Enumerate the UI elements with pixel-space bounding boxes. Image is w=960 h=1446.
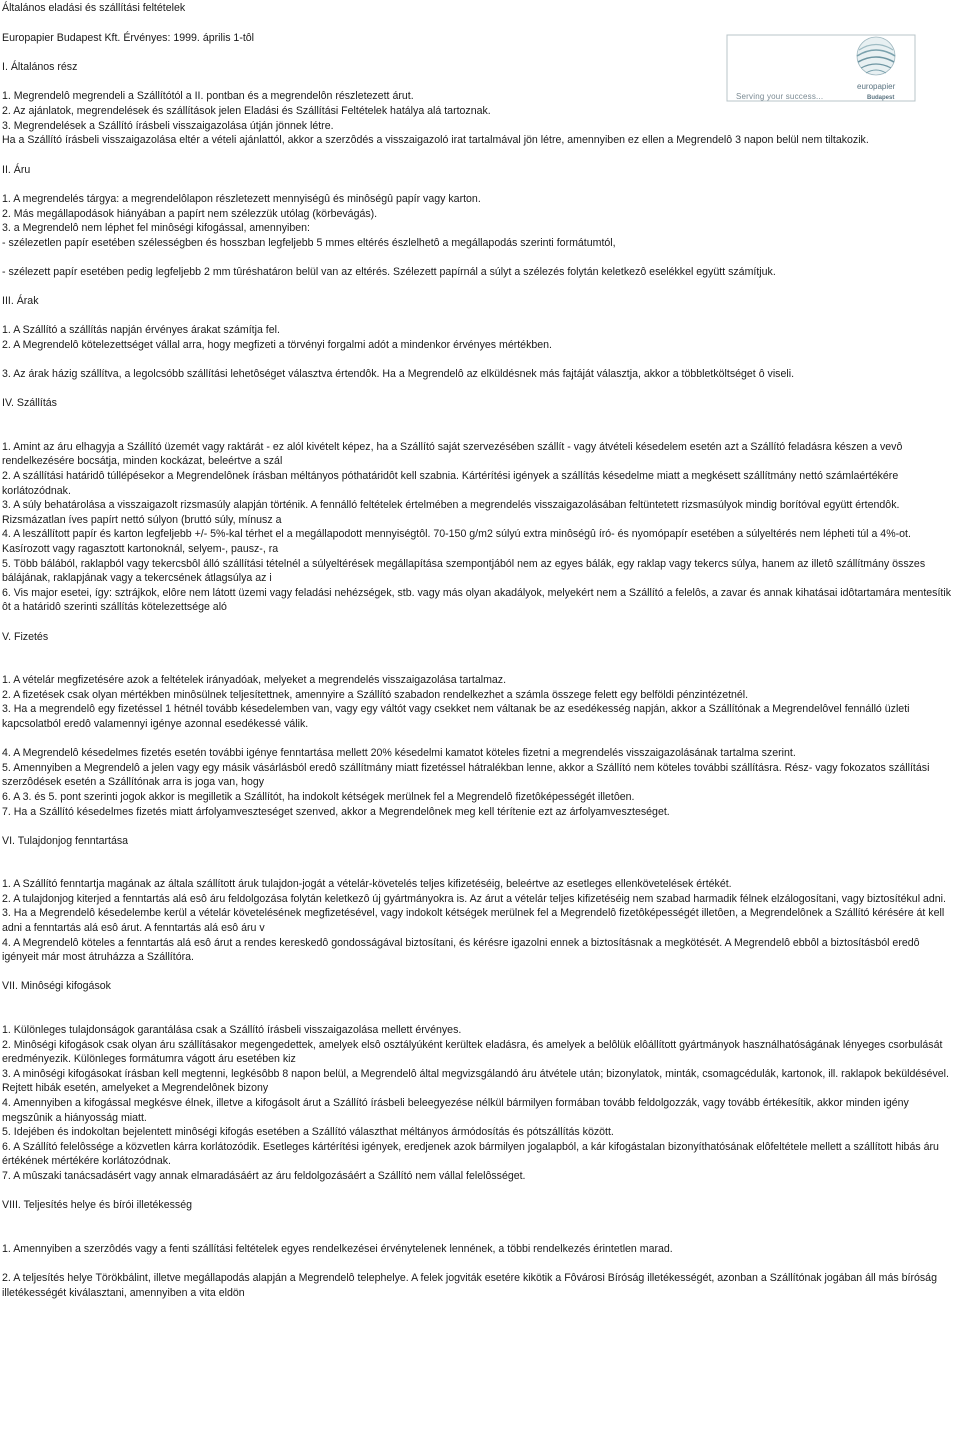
section-general-para: Ha a Szállító írásbeli visszaigazolása eltér a vételi ajánlattól, akkor a szerzôdés a visszaigazoló irat tartalmával jön létre, amennyiben ez ellen a Megrendelô 3 napon belül nem tiltakozik. xyxy=(2,134,869,147)
section-heading-goods: II. Áru xyxy=(2,163,31,176)
europapier-logo xyxy=(726,34,916,102)
section-prices-para: 2. A Megrendelô kötelezettséget vállal arra, hogy megfizeti a törvényi forgalmi adót a mindenkor érvényes mértékben. xyxy=(2,338,552,351)
section-heading-payment: V. Fizetés xyxy=(2,630,49,643)
section-delivery-para: 2. A szállítási határidô túllépésekor a Megrendelônek írásban méltányos póthatáridôt kell szabnia. Kártérítési igények a szállítás késedelme miatt a megkésett szállítmány nettó számlaértékére korlátozódnak. xyxy=(2,470,899,497)
section-delivery-para: 3. A súly behatárolása a visszaigazolt rizsmasúly alapján történik. A fennálló feltételek értelmében a megrendelés visszaigazolásában feltüntetett rizsmasúlyok mindig borítóval együtt értendôk. Rizsmázatlan íves papírt nettó súlyon (bruttó súly, mínusz a xyxy=(2,499,900,526)
section-retention-para: 3. Ha a Megrendelô késedelembe kerül a vételár követelésének megfizetésével, vagy indokolt kétségek merülnek fel a Megrendelô fizetôképességét illetôen, a Megrendelônek a Szállító kérésére át kell adni a fenntartás alá esô árut. A fenntartás alá esô áru v xyxy=(2,907,945,935)
section-general-para: 1. Megrendelô megrendeli a Szállítótól a II. pontban és a megrendelôn részletezett árut. xyxy=(2,90,414,103)
section-heading-delivery: IV. Szállítás xyxy=(2,397,57,410)
logo-brand-name: europapier xyxy=(857,82,896,91)
section-quality-para: 6. A Szállító felelôssége a közvetlen kárra korlátozódik. Esetleges kártérítési igények, eredjenek azok bármilyen jogalapból, a kár kifogástalan bizonyíthatósának elôfeltétele mellett a szállított hibás áru értékének mértékére korlátozódnak. xyxy=(2,1140,939,1168)
section-delivery-para: 5. Több bálából, raklapból vagy tekercsbôl álló szállítási tételnél a súlyeltérések megállapítása szempontjából nem az egyes bálák, egy raklap vagy tekercs súlya, hanem az illetô szállítmány összes bálájának, raklapjának vagy a tekercsének átlagsúlya az i xyxy=(2,557,926,585)
section-retention-para: 2. A tulajdonjog kiterjed a fenntartás alá esô áru feldolgozása folytán keletkezô új gyártmányokra is. Az árut a vételár teljes kifizetéséig nem szabad harmadik félnek elzálogosítani, vagy biztosítékul adni. xyxy=(2,892,946,905)
section-general-para: 3. Megrendelések a Szállító írásbeli visszaigazolása útján jönnek létre. xyxy=(2,119,334,132)
section-heading-jurisdiction: VIII. Teljesítés helye és bírói illetékesség xyxy=(2,1199,192,1212)
section-goods-para: 1. A megrendelés tárgya: a megrendelôlapon részletezett mennyiségû és minôségû papír vagy karton. xyxy=(2,192,481,205)
logo-tagline: Serving your success... xyxy=(736,92,824,101)
section-quality-para: 7. A mûszaki tanácsadásért vagy annak elmaradásáért az áru feldolgozásáért a Szállító nem vállal felelôsséget. xyxy=(2,1169,526,1182)
document xyxy=(2,0,957,1300)
company-validity-line: Europapier Budapest Kft. Érvényes: 1999. április 1-tôl xyxy=(2,31,255,44)
section-payment-para: 2. A fizetések csak olyan mértékben minôsülnek teljesítettnek, amennyire a Szállító szabadon rendelkezhet a számla összege felett egy belföldi pénzintézetnél. xyxy=(2,688,749,701)
section-quality-para: 5. Idejében és indokoltan bejelentett minôségi kifogás esetében a Szállító választhat méltányos ármódosítás és pótszállítás között. xyxy=(2,1126,614,1139)
section-delivery-para: 6. Vis major esetei, így: sztrájkok, elôre nem látott üzemi vagy feladási nehézségek, stb. vagy más olyan akadályok, melyekért nem a Szállító a felelôs, a zavar és annak kihatásai idôtartamára mentesítik ôt a határidô szerinti szállítás kötelezettsége aló xyxy=(2,586,951,614)
section-goods-para: 2. Más megállapodások hiányában a papírt nem szélezzük utólag (körbevágás). xyxy=(2,207,378,220)
section-payment-para: 6. A 3. és 5. pont szerinti jogok akkor is megilletik a Szállítót, ha indokolt kétségek merülnek fel a Megrendelô fizetôképességét illetôen. xyxy=(2,790,635,803)
section-goods-para: - szélezetlen papír esetében szélességben és hosszban legfeljebb 5 mmes eltérés észlelhetô a megállapodás szerinti formátumtól, xyxy=(2,236,616,249)
section-goods-para: - szélezett papír esetében pedig legfeljebb 2 mm tûréshatáron belül van az eltérés. Szélezett papírnál a súlyt a szélezés folytán keletkezô eselékkel együtt számítjuk. xyxy=(2,265,776,278)
section-heading-prices: III. Árak xyxy=(2,295,39,308)
section-payment-para: 5. Amennyiben a Megrendelô a jelen vagy egy másik vásárlásból eredô szállítmány miatt fizetéssel hátralékban lenne, akkor a Szállító nem köteles további szállításra. Rész- vagy fokozatos szállítási szerzôdések esetén a Szállítónak arra is joga van, hogy xyxy=(2,761,930,789)
section-retention-para: 4. A Megrendelô köteles a fenntartás alá esô árut a rendes kereskedô gondosságával biztosítani, és kérésre igazolni ennek a biztosításnak a megkötését. A Megrendelô ebbôl a biztosításból eredô igényeit már most átruházza a Szállítóra. xyxy=(2,936,920,964)
section-general-para: 2. Az ajánlatok, megrendelések és szállítások jelen Eladási és Szállítási Feltételek hatálya alá tartoznak. xyxy=(2,104,491,117)
section-payment-para: 1. A vételár megfizetésére azok a feltételek irányadóak, melyeket a megrendelés visszaigazolása tartalmaz. xyxy=(2,674,507,687)
section-quality-para: 3. A minôségi kifogásokat írásban kell megtenni, legkésôbb 8 napon belül, a Megrendelô által megvizsgálandó áru átvétele után; bizonylatok, minták, csomagcédulák, kartonok, ill. raklapok beküldésével. Rejtett hibák esetén, amelyeket a Megrendelônek bizony xyxy=(2,1067,949,1095)
logo-city: Budapest xyxy=(867,95,895,101)
section-heading-retention-of-title: VI. Tulajdonjog fenntartása xyxy=(2,834,129,847)
section-delivery-para: 4. A leszállított papír és karton legfeljebb +/- 5%-kal térhet el a megállapodott mennyiségtôl. 70-150 g/m2 súlyú extra minôségû író- és nyomópapír esetében a súlyeltérés nem lépheti túl a 4%-ot. Kasírozott vagy ragasztott kartonoknál, selyem-, pausz-, ra xyxy=(2,528,911,555)
section-payment-para: 7. Ha a Szállító késedelmes fizetés miatt árfolyamveszteséget szenved, akkor a Megrendelônek meg kell térítenie ezt az árfolyamveszteséget. xyxy=(2,805,670,818)
section-payment-para: 3. Ha a megrendelô egy fizetéssel 1 hétnél tovább késedelemben van, vagy egy váltót vagy csekket nem váltanak be az esedékesség napján, akkor a Szállítónak a Megrendelôvel fennálló üzleti kapcsolatból eredô valamennyi igénye azonnal esedékessé válik. xyxy=(2,703,910,730)
section-prices-para: 3. Az árak házig szállítva, a legolcsóbb szállítási lehetôséget választva értendôk. Ha a Megrendelô az elküldésnek más fajtáját választja, akkor a többletköltséget ô viseli. xyxy=(2,368,795,381)
section-payment-para: 4. A Megrendelô késedelmes fizetés esetén további igénye fenntartása mellett 20% késedelmi kamatot köteles fizetni a megrendelés visszaigazolásának tartalma szerint. xyxy=(2,747,796,760)
section-goods-para: 3. a Megrendelô nem léphet fel minôségi kifogással, amennyiben: xyxy=(2,222,310,235)
section-jurisdiction-para: 2. A teljesítés helye Törökbálint, illetve megállapodás alapján a Megrendelô telephelye. A felek jogviták esetére kikötik a Fôvárosi Bíróság illetékességét, azonban a Szállítónak jogában áll más bíróság illetékességét kiválasztani, amennyiben a vita eldön xyxy=(2,1271,937,1299)
section-heading-quality-complaints: VII. Minôségi kifogások xyxy=(2,980,111,993)
section-quality-para: 1. Különleges tulajdonságok garantálása csak a Szállító írásbeli visszaigazolása mellett érvényes. xyxy=(2,1024,462,1037)
section-heading-general: I. Általános rész xyxy=(2,61,78,74)
section-retention-para: 1. A Szállító fenntartja magának az általa szállított áruk tulajdon-jogát a vételár-követelés teljes kifizetéséig, beleértve az esetleges ellenkövetelések értékét. xyxy=(2,878,732,891)
section-jurisdiction-para: 1. Amennyiben a szerzôdés vagy a fenti szállítási feltételek egyes rendelkezései érvénytelenek lennének, a többi rendelkezés érintetlen marad. xyxy=(2,1242,673,1255)
section-delivery-para: 1. Amint az áru elhagyja a Szállító üzemét vagy raktárát - ez alól kivételt képez, ha a Szállító saját szervezésében szállít - vagy átvételi késedelem esetén azt a Szállító feladásra készen a vevô rendelkezésére bocsátja, minden kockázat, beleértve a szál xyxy=(2,440,903,468)
section-quality-para: 2. Minôségi kifogások csak olyan áru szállításakor megengedettek, amelyek elsô osztályúként kerültek eladásra, és amelyek a belôlük elôállított gyártmányok használhatóságának lényeges csorbulását eredményezik. Különleges formátumra vágott áru esetében kiz xyxy=(2,1038,943,1066)
globe-icon xyxy=(857,37,895,75)
document-title: Általános eladási és szállítási feltételek xyxy=(2,2,186,14)
section-quality-para: 4. Amennyiben a kifogással megkésve élnek, illetve a kifogásolt árut a Szállító írásbeli beleegyezése nélkül bármilyen formában tovább feldolgozzák, vagy tovább értékesítik, akkor minden igény megszûnik a hiányosság miatt. xyxy=(2,1097,909,1124)
section-prices-para: 1. A Szállító a szállítás napján érvényes árakat számítja fel. xyxy=(2,324,280,337)
